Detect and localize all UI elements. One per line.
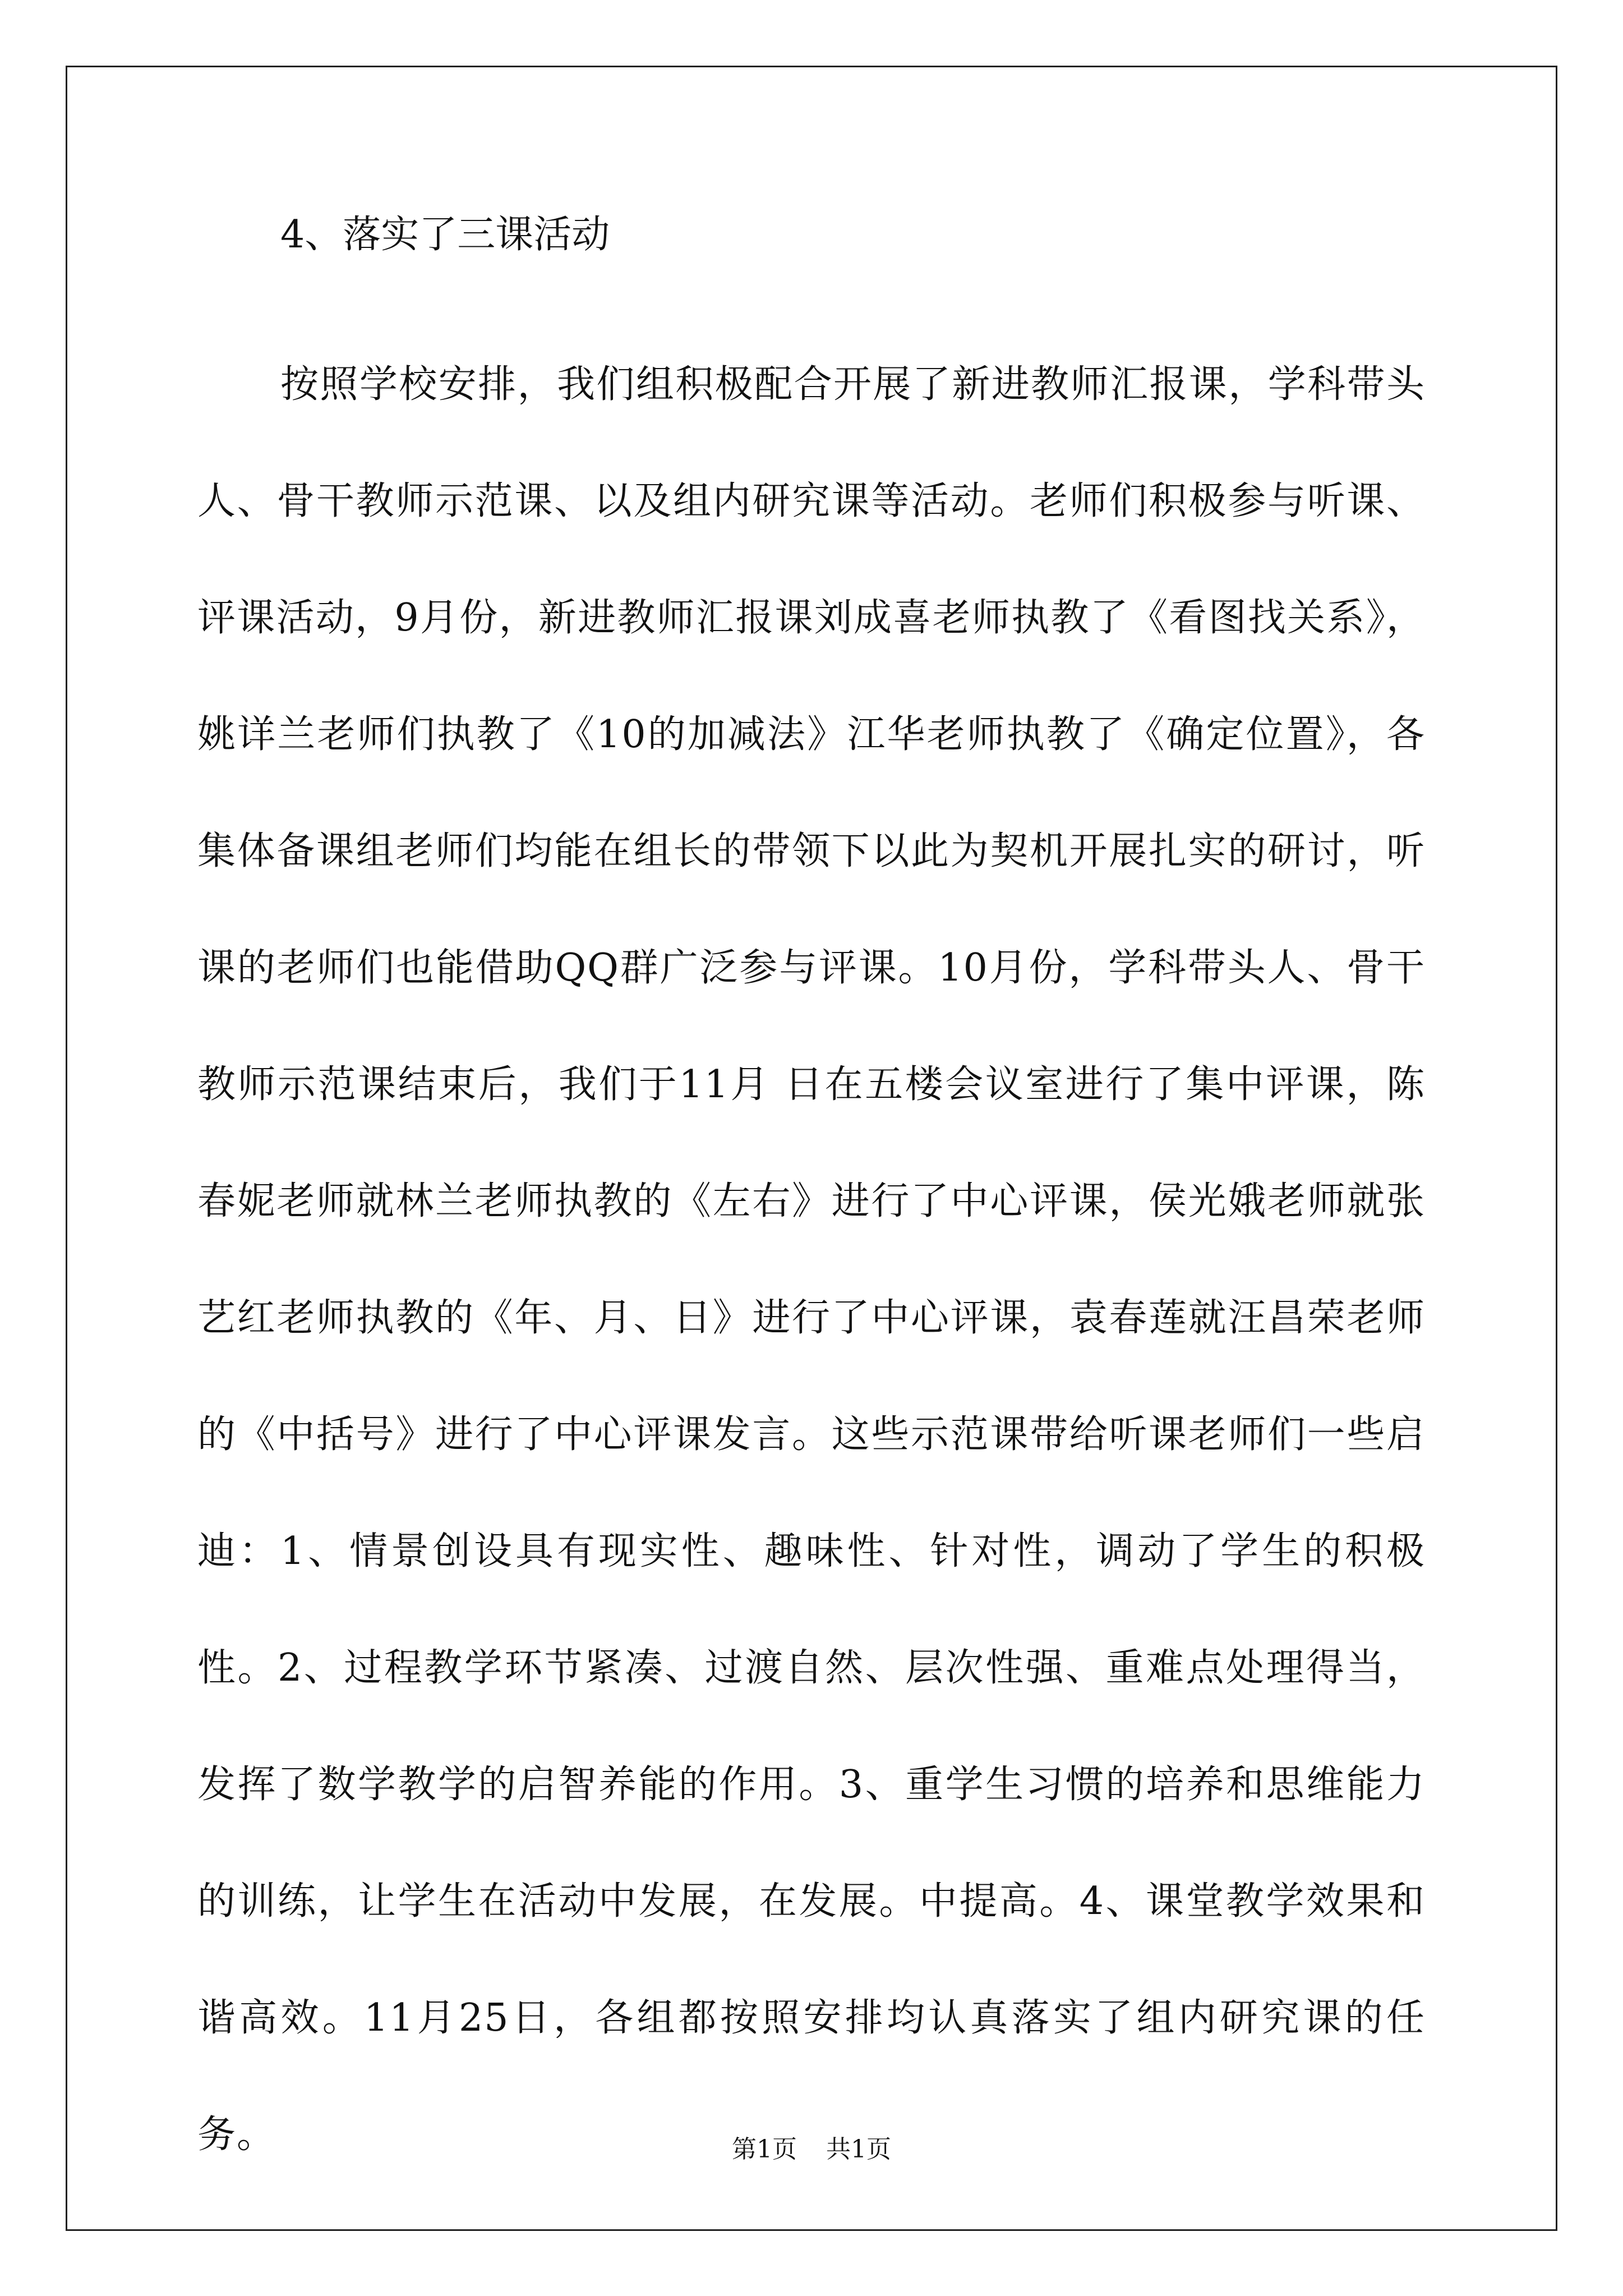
document-body bbox=[197, 210, 1426, 2193]
page-total: 共1页 bbox=[826, 2135, 891, 2164]
page-footer bbox=[0, 2133, 1623, 2166]
section-heading: 4、落实了三课活动 bbox=[280, 213, 610, 257]
page-number: 第1页 bbox=[732, 2135, 797, 2164]
body-paragraph: 按照学校安排，我们组积极配合开展了新进教师汇报课，学科带头人、骨干教师示范课、以及组内研究课等活动。老师们积极参与听课、评课活动，9月份，新进教师汇报课刘成喜老师执教了《看图找关系》，姚详兰老师们执教了《10的加减法》江华老师执教了《确定位置》，各集体备课组老师们均能在组长的带领下以此为契机开展扎实的研讨，听课的老师们也能借助QQ群广泛参与评课。10月份，学科带头人、骨干教师示范课结束后，我们于11月 日在五楼会议室进行了集中评课，陈春妮老师就林兰老师执教的《左右》进行了中心评课，侯光娥老师就张艺红老师执教的《年、月、日》进行了中心评课，袁春莲就汪昌荣老师的《中括号》进行了中心评课发言。这些示范课带给听课老师们一些启迪：1、情景创设具有现实性、趣味性、针对性，调动了学生的积极性。2、过程教学环节紧凑、过渡自然、层次性强、重难点处理得当，发挥了数学教学的启智养能的作用。3、重学生习惯的培养和思维能力的训练，让学生在活动中发展，在发展。中提高。4、课堂教学效果和谐高效。11月25日，各组都按照安排均认真落实了组内研究课的任务。 bbox=[197, 362, 1426, 2157]
